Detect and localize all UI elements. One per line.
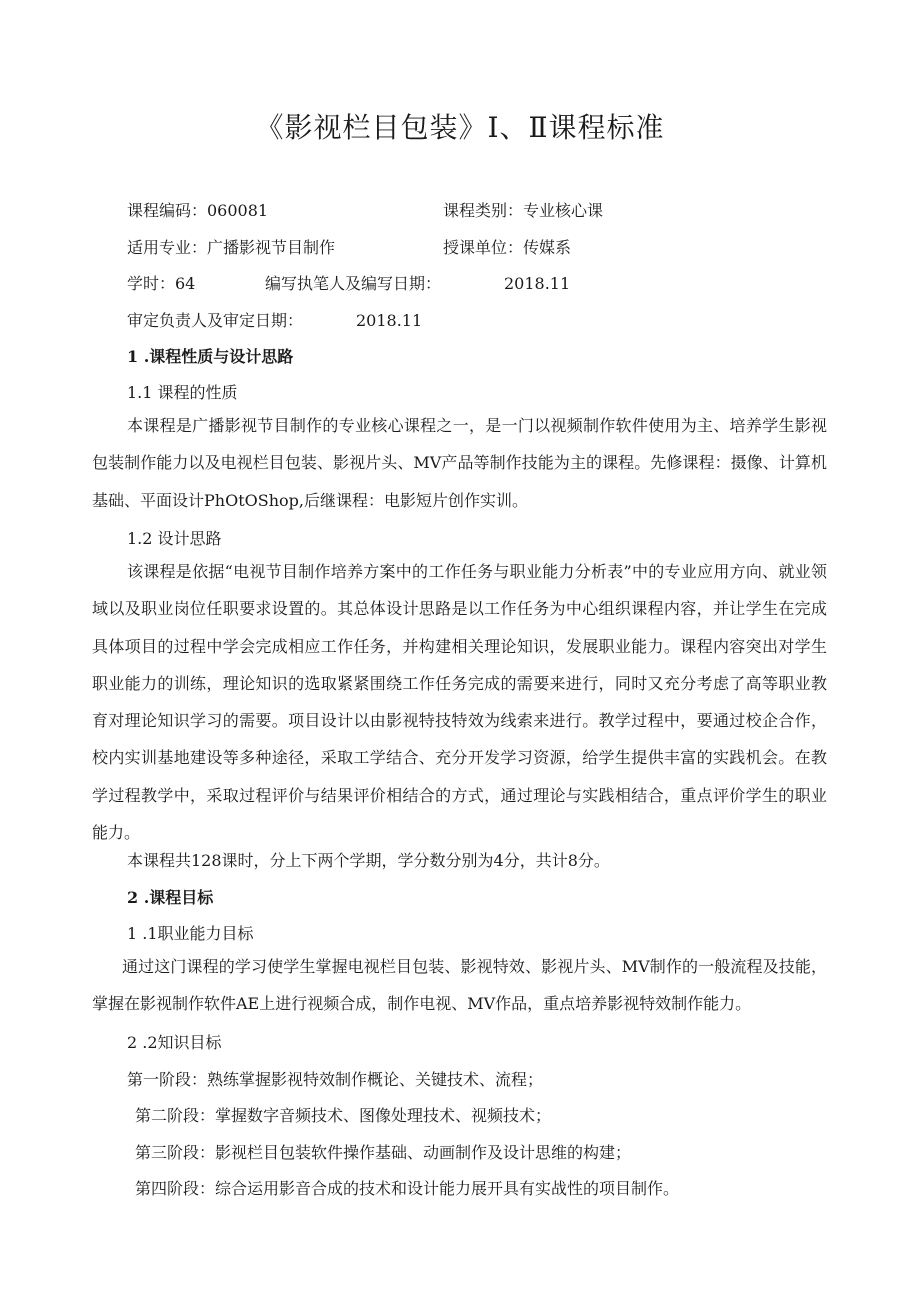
- writer-date: 2018.11: [504, 274, 571, 293]
- teaching-unit: 授课单位：传媒系: [443, 238, 572, 257]
- applicable-major: 适用专业：广播影视节目制作: [127, 238, 336, 257]
- section1-para2: 该课程是依据“电视节目制作培养方案中的工作任务与职业能力分析表”中的专业应用方向、就业领域以及职业岗位任职要求设置的。其总体设计思路是以工作任务为中心组织课程内容，并让学生在完成具体项目的过程中学会完成相应工作任务，并构建相关理论知识，发展职业能力。课程内容突出对学生职业能力的训练，理论知识的选取紧紧围绕工作任务完成的需要来进行，同时又充分考虑了高等职业教育对理论知识学习的需要。项目设计以由影视特技特效为线索来进行。教学过程中，要通过校企合作，校内实训基地建设等多种途径，采取工学结合、充分开发学习资源，给学生提供丰富的实践机会。在教学过程教学中，采取过程评价与结果评价相结合的方式，通过理论与实践相结合，重点评价学生的职业能力。: [92, 562, 827, 843]
- stage-2: 第二阶段：掌握数字音频技术、图像处理技术、视频技术；: [135, 1106, 552, 1125]
- section2-sub2-heading: 2 .2知识目标: [127, 1033, 222, 1052]
- course-type: 课程类别：专业核心课: [443, 201, 604, 220]
- reviewer-label: 审定负责人及审定日期：: [127, 311, 304, 330]
- class-hours: 学时：64: [127, 274, 196, 293]
- section1-sub2-heading: 1.2 设计思路: [127, 529, 222, 548]
- section2-heading: 2 .课程目标: [127, 888, 214, 907]
- section1-sub1-heading: 1.1 课程的性质: [127, 383, 238, 402]
- writer-label: 编写执笔人及编写日期：: [265, 274, 442, 293]
- section2-para1: 通过这门课程的学习使学生掌握电视栏目包装、影视特效、影视片头、MV制作的一般流程及技能，掌握在影视制作软件AE上进行视频合成，制作电视、MV作品，重点培养影视特效制作能力。: [92, 957, 827, 1014]
- section1-para1: 本课程是广播影视节目制作的专业核心课程之一，是一门以视频制作软件使用为主、培养学生影视包装制作能力以及电视栏目包装、影视片头、MV产品等制作技能为主的课程。先修课程：摄像、计算机基础、平面设计PhOtOShop,后继课程：电影短片创作实训。: [92, 416, 827, 510]
- stage-4: 第四阶段：综合运用影音合成的技术和设计能力展开具有实战性的项目制作。: [135, 1179, 680, 1198]
- section2-sub1-heading: 1 .1职业能力目标: [127, 924, 254, 943]
- document-title: 《影视栏目包装》Ⅰ、Ⅱ课程标准: [255, 111, 665, 144]
- reviewer-date: 2018.11: [356, 311, 423, 330]
- section1-heading: 1 .课程性质与设计思路: [127, 347, 294, 366]
- course-code: 课程编码：060081: [127, 201, 269, 220]
- section1-para3: 本课程共128课时，分上下两个学期，学分数分别为4分，共计8分。: [127, 851, 610, 870]
- stage-1: 第一阶段：熟练掌握影视特效制作概论、关键技术、流程；: [127, 1070, 544, 1089]
- stage-3: 第三阶段：影视栏目包装软件操作基础、动画制作及设计思维的构建；: [135, 1143, 632, 1162]
